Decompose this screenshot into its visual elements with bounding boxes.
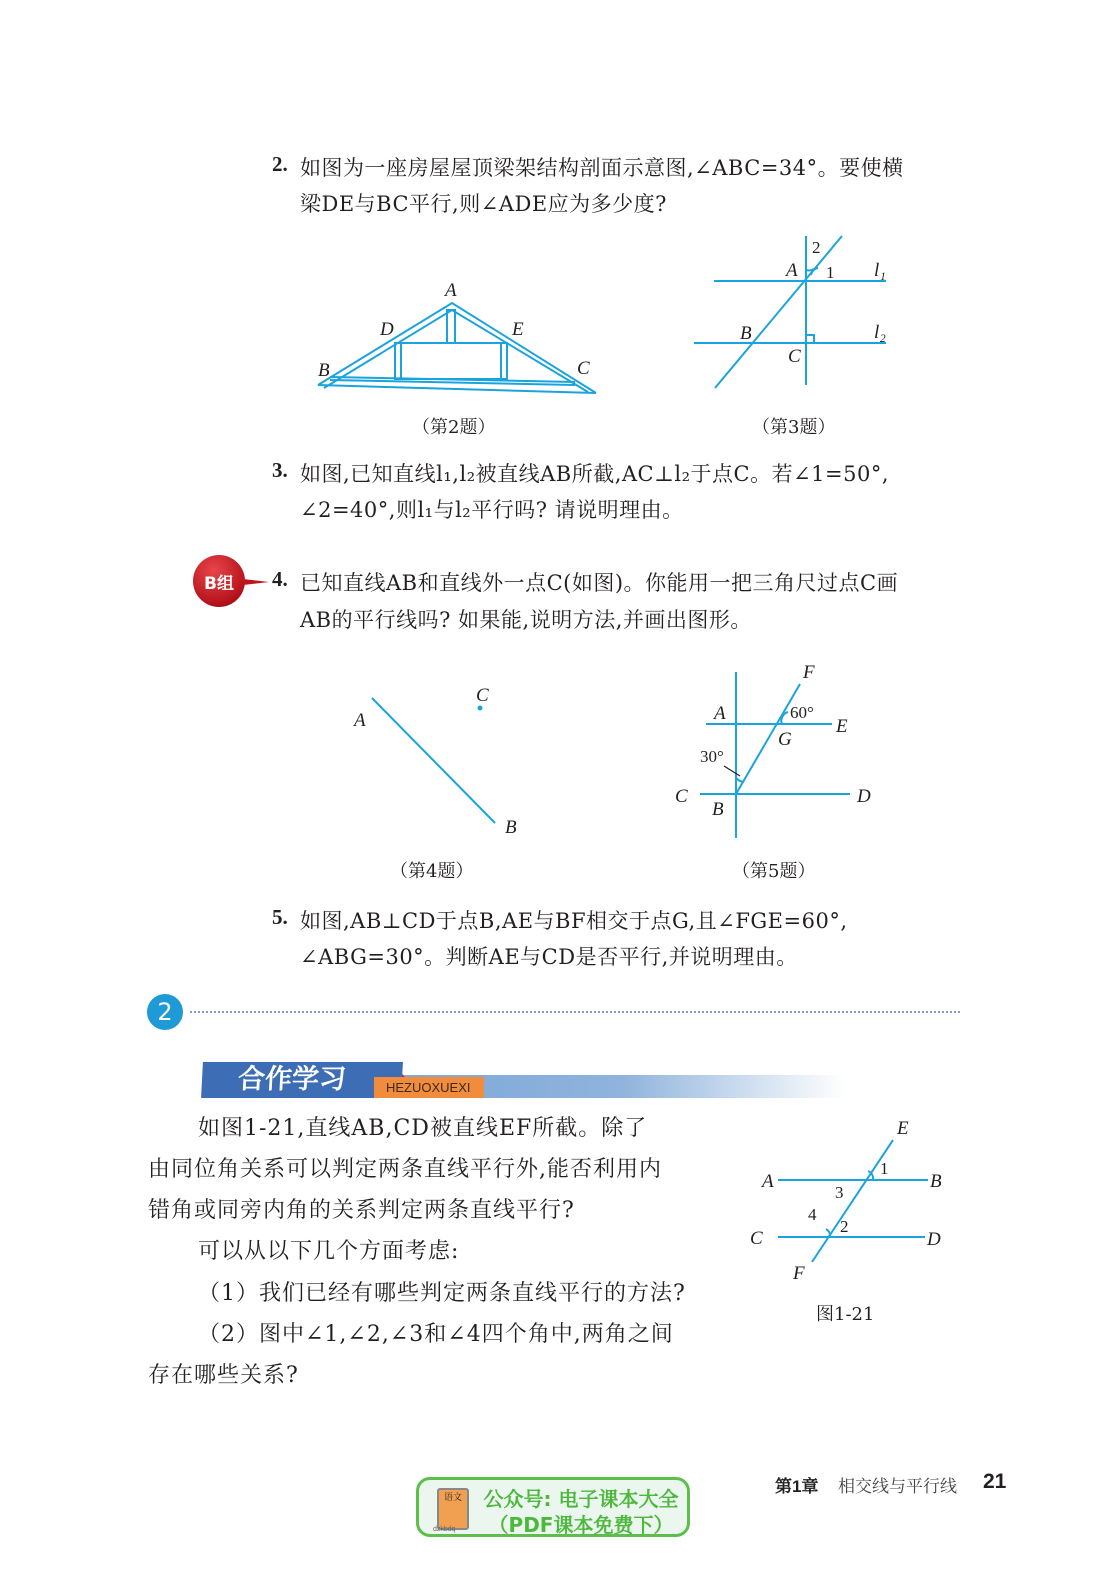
- svg-text:G: G: [778, 729, 792, 750]
- svg-text:l₂: l₂: [874, 322, 886, 343]
- paragraph-line: 如图1-21,直线AB,CD被直线EF所截。除了: [198, 1116, 648, 1141]
- svg-text:A: A: [445, 280, 457, 301]
- svg-text:4: 4: [808, 1205, 817, 1224]
- svg-text:D: D: [380, 319, 394, 340]
- svg-text:B: B: [740, 323, 752, 344]
- svg-text:A: A: [714, 703, 726, 724]
- svg-text:1: 1: [826, 263, 835, 282]
- paragraph-line: 错角或同旁内角的关系判定两条直线平行?: [148, 1198, 575, 1223]
- question-text: AB的平行线吗? 如果能,说明方法,并画出图形。: [300, 608, 752, 632]
- svg-text:C: C: [476, 685, 489, 706]
- paragraph-line: 可以从以下几个方面考虑:: [198, 1239, 460, 1264]
- svg-text:2: 2: [812, 238, 821, 257]
- question-text: ∠2=40°,则l₁与l₂平行吗? 请说明理由。: [300, 498, 684, 522]
- book-icon: 语文: [437, 1488, 469, 1530]
- svg-text:B: B: [505, 817, 517, 838]
- svg-text:l₁: l₁: [874, 260, 886, 281]
- group-b-badge: B组: [193, 555, 245, 607]
- svg-text:E: E: [512, 319, 524, 340]
- figure-1-21: [740, 1110, 960, 1290]
- banner-title: 合作学习: [201, 1062, 403, 1098]
- figures-q4-q5: [0, 650, 1110, 850]
- question-text: 已知直线AB和直线外一点C(如图)。你能用一把三角尺过点C画: [300, 571, 899, 595]
- svg-text:F: F: [803, 662, 815, 683]
- svg-text:B: B: [318, 360, 330, 381]
- watermark-icon-caption: dzkbdq: [433, 1526, 456, 1533]
- question-text: 梁DE与BC平行,则∠ADE应为多少度?: [300, 192, 667, 216]
- figure-caption: 图1-21: [816, 1304, 875, 1325]
- question-text: 如图为一座房屋屋顶梁架结构剖面示意图,∠ABC=34°。要使横: [300, 156, 904, 180]
- figure-caption: （第2题）: [412, 417, 496, 438]
- svg-text:E: E: [836, 716, 848, 737]
- svg-text:C: C: [577, 358, 590, 379]
- paragraph-line: 由同位角关系可以判定两条直线平行外,能否利用内: [148, 1157, 662, 1182]
- page-number: 21: [983, 1470, 1007, 1493]
- figure-caption: （第3题）: [752, 417, 836, 438]
- paragraph-line: （2）图中∠1,∠2,∠3和∠4四个角中,两角之间: [198, 1322, 674, 1347]
- watermark-line2: （PDF课本免费下）: [488, 1513, 674, 1537]
- watermark-banner: [416, 1477, 690, 1537]
- svg-text:C: C: [788, 346, 801, 367]
- svg-text:3: 3: [835, 1183, 844, 1202]
- svg-text:B: B: [712, 799, 724, 820]
- question-number: 4.: [272, 567, 288, 591]
- cooperative-learning-banner: [196, 1062, 846, 1098]
- footer-chapter-title: 相交线与平行线: [838, 1477, 957, 1496]
- svg-text:C: C: [675, 786, 688, 807]
- question-number: 5.: [272, 905, 288, 929]
- svg-text:A: A: [354, 710, 366, 731]
- svg-text:A: A: [786, 260, 798, 281]
- svg-text:B: B: [930, 1171, 942, 1192]
- svg-text:30°: 30°: [700, 747, 724, 766]
- svg-text:C: C: [750, 1228, 763, 1249]
- question-number: 2.: [272, 152, 288, 176]
- svg-text:F: F: [793, 1263, 805, 1284]
- svg-text:D: D: [927, 1229, 941, 1250]
- paragraph-line: （1）我们已经有哪些判定两条直线平行的方法?: [198, 1281, 686, 1306]
- svg-text:60°: 60°: [790, 703, 814, 722]
- svg-text:A: A: [762, 1171, 774, 1192]
- banner-pinyin: HEZUOXUEXI: [374, 1077, 484, 1098]
- footer-chapter: 第1章: [775, 1477, 819, 1496]
- figure-truss: [0, 220, 1110, 400]
- figure-caption: （第4题）: [390, 861, 474, 882]
- question-text: 如图,AB⊥CD于点B,AE与BF相交于点G,且∠FGE=60°,: [300, 909, 848, 933]
- question-text: 如图,已知直线l₁,l₂被直线AB所截,AC⊥l₂于点C。若∠1=50°,: [300, 462, 890, 486]
- question-number: 3.: [272, 458, 288, 482]
- svg-text:2: 2: [840, 1217, 849, 1236]
- dotted-divider: [190, 1011, 960, 1013]
- paragraph-line: 存在哪些关系?: [148, 1363, 299, 1388]
- watermark-line1: 公众号: 电子课本大全: [483, 1487, 679, 1511]
- section-number-badge: 2: [147, 994, 183, 1030]
- figure-caption: （第5题）: [732, 861, 816, 882]
- svg-text:1: 1: [880, 1159, 889, 1178]
- question-text: ∠ABG=30°。判断AE与CD是否平行,并说明理由。: [300, 945, 798, 969]
- svg-text:E: E: [897, 1118, 909, 1139]
- svg-text:D: D: [857, 786, 871, 807]
